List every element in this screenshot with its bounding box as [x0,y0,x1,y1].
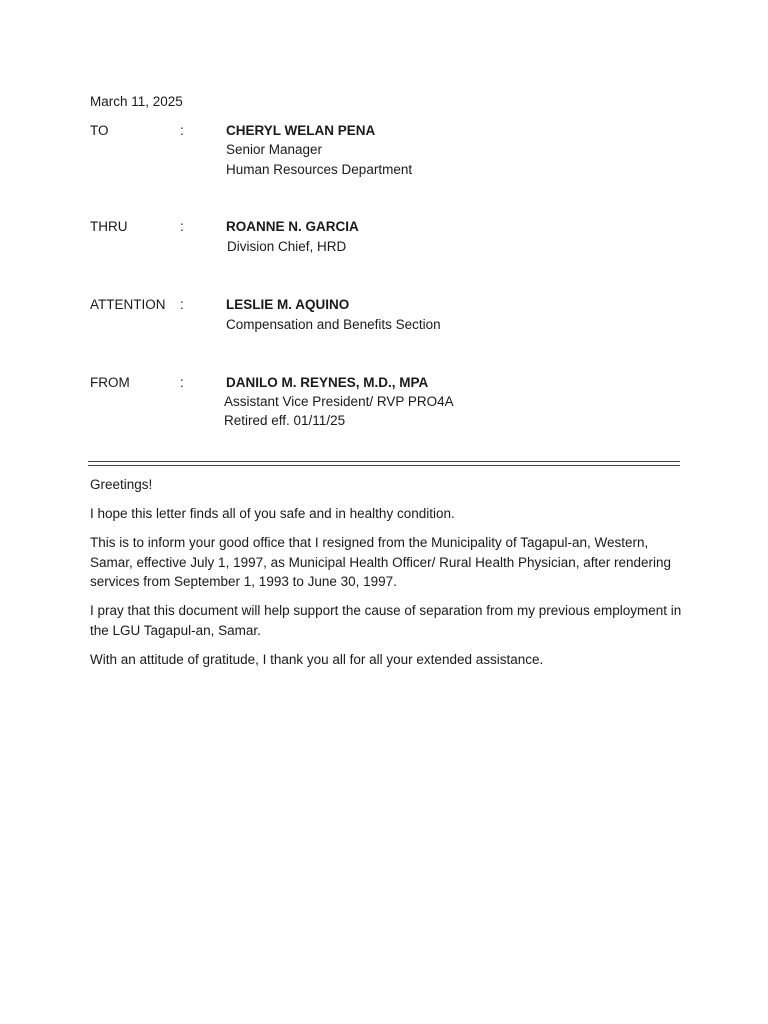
from-retired-note: Retired eff. 01/11/25 [224,413,346,428]
separator-rule-bottom [88,465,680,466]
body-paragraph-3: I pray that this document will help support the cause of separation from my previous employment in the LGU Tagapul-an, Samar. [90,603,682,638]
to-name: CHERYL WELAN PENA [226,123,376,138]
thru-colon: : [180,219,184,234]
thru-title: Division Chief, HRD [227,239,347,254]
from-title: Assistant Vice President/ RVP PRO4A [224,394,454,409]
greeting: Greetings! [90,477,153,492]
from-colon: : [180,375,184,390]
body-paragraph-2: This is to inform your good office that I resigned from the Municipality of Tagapul-an, Western, Samar, effective July 1, 1997, as Municipal Health Officer/ Rural Health Physician, after rendering services from September 1, 1993 to June 30, 1997. [90,535,672,589]
to-colon: : [180,123,184,138]
to-department: Human Resources Department [226,162,413,177]
attention-name: LESLIE M. AQUINO [226,297,350,312]
from-label: FROM [90,375,130,390]
letter-body [90,475,682,679]
attention-section: Compensation and Benefits Section [226,317,441,332]
body-paragraph-4: With an attitude of gratitude, I thank you all for all your extended assistance. [90,651,544,667]
letter-date: March 11, 2025 [90,94,183,109]
attention-colon: : [180,297,184,312]
from-name: DANILO M. REYNES, M.D., MPA [226,375,429,390]
to-title: Senior Manager [226,142,323,157]
separator-rule-top [88,461,680,462]
attention-label: ATTENTION [90,297,166,312]
thru-name: ROANNE N. GARCIA [226,219,359,234]
to-label: TO [90,123,109,138]
body-paragraph-1: I hope this letter finds all of you safe and in healthy condition. [90,506,455,521]
thru-label: THRU [90,219,128,234]
